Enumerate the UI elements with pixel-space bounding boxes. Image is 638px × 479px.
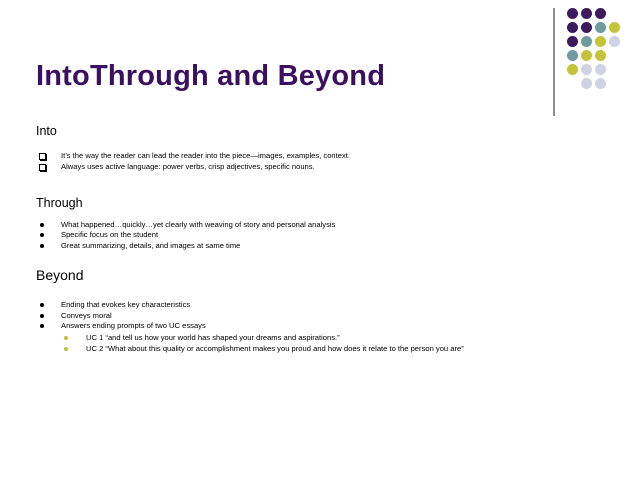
decor-dot: [595, 8, 606, 19]
decorative-dot-grid: [564, 8, 620, 94]
decor-dot: [595, 50, 606, 61]
sub-bullet-dot-icon: [62, 344, 70, 354]
list-item: What happened…quickly…yet clearly with weaving of story and personal analysis: [61, 220, 336, 229]
bullet-dot-icon: [38, 311, 46, 321]
decor-dot: [567, 36, 578, 47]
section-heading-into: Into: [36, 124, 57, 138]
bullet-dot-icon: [38, 220, 46, 230]
sub-list-item: UC 1 “and tell us how your world has shaped your dreams and aspirations.”: [86, 333, 340, 342]
bullet-dot-icon: [38, 241, 46, 251]
decor-dot: [581, 36, 592, 47]
decor-dot: [567, 8, 578, 19]
list-item: Conveys moral: [61, 311, 112, 320]
divider-line: [553, 8, 555, 116]
list-item: Always uses active language: power verbs, crisp adjectives, specific nouns.: [61, 162, 315, 171]
decor-dot: [595, 22, 606, 33]
bullet-dot-icon: [38, 321, 46, 331]
decor-dot: [595, 78, 606, 89]
decor-dot: [595, 36, 606, 47]
bullet-dot-icon: [38, 230, 46, 240]
list-item: Great summarizing, details, and images at same time: [61, 241, 241, 250]
decor-dot: [609, 36, 620, 47]
decor-dot: [581, 50, 592, 61]
decor-dot: [567, 64, 578, 75]
sub-bullet-dot-icon: [62, 333, 70, 343]
section-heading-beyond: Beyond: [36, 267, 84, 283]
decor-dot: [595, 64, 606, 75]
decor-dot: [581, 64, 592, 75]
section-heading-through: Through: [36, 196, 83, 210]
decor-dot: [567, 50, 578, 61]
checkbox-bullet-icon: [38, 151, 46, 161]
decor-dot: [581, 78, 592, 89]
decor-dot: [567, 22, 578, 33]
list-item: It’s the way the reader can lead the reader into the piece—images, examples, context.: [61, 151, 351, 160]
slide-title: IntoThrough and Beyond: [36, 60, 386, 92]
checkbox-bullet-icon: [38, 162, 46, 172]
decor-dot: [581, 8, 592, 19]
list-item: Specific focus on the student: [61, 230, 159, 239]
list-item: Answers ending prompts of two UC essays: [61, 321, 206, 330]
bullet-dot-icon: [38, 300, 46, 310]
list-item: Ending that evokes key characteristics: [61, 300, 191, 309]
decor-dot: [609, 22, 620, 33]
sub-list-item: UC 2 “What about this quality or accomplishment makes you proud and how does it relate to the person you are”: [86, 344, 464, 353]
decor-dot: [581, 22, 592, 33]
